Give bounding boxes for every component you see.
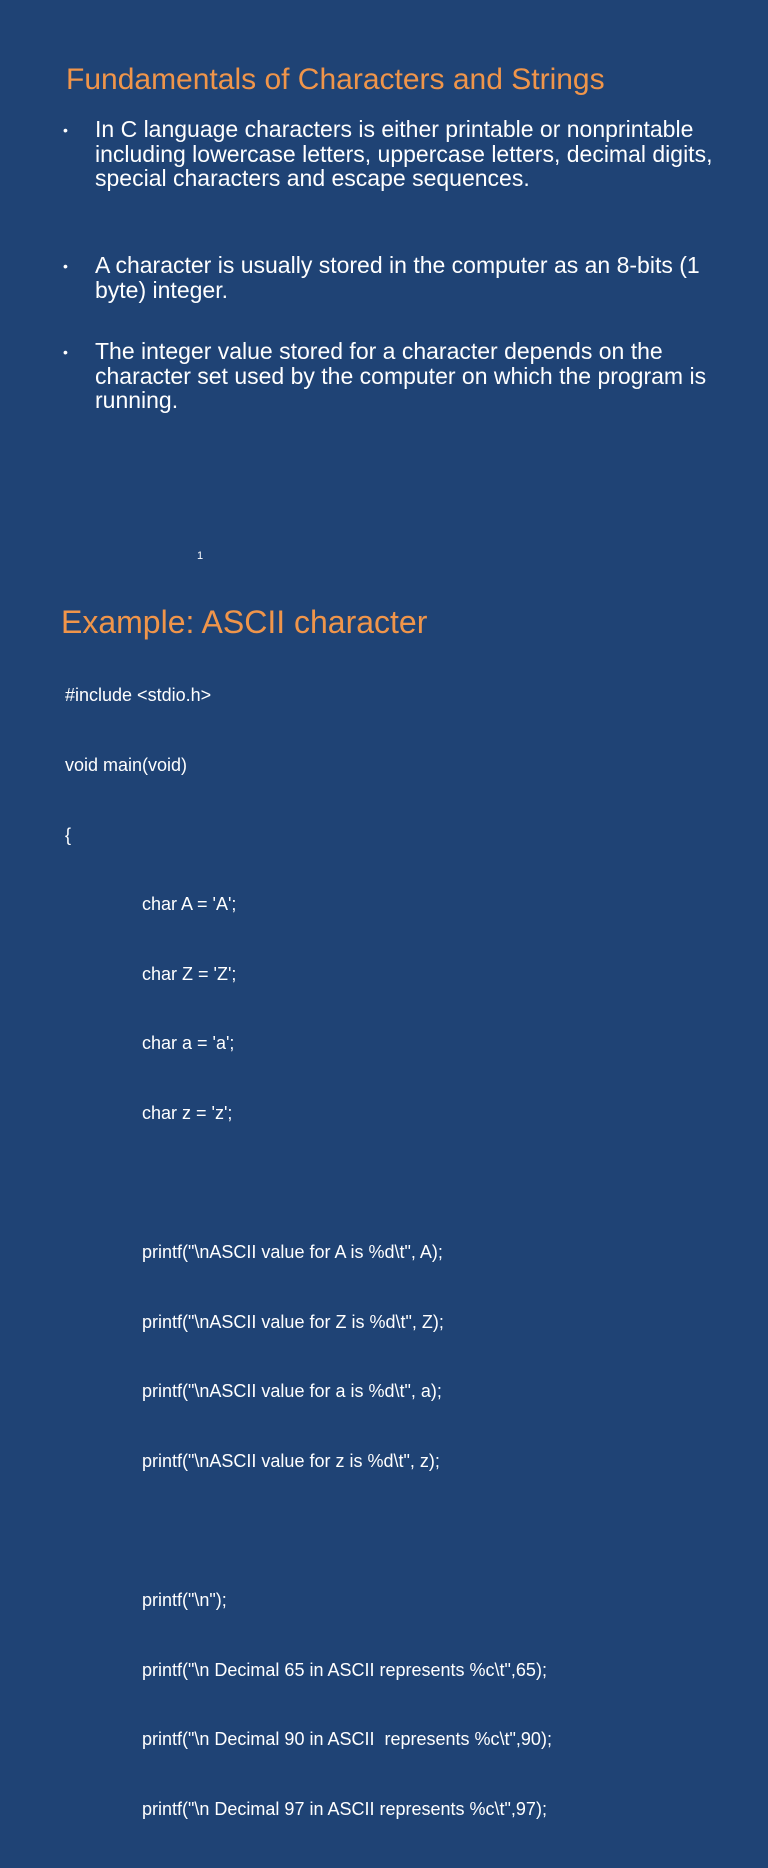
code-line: #include <stdio.h> <box>65 685 212 706</box>
bullet-icon: • <box>63 122 68 138</box>
code-line: char A = 'A'; <box>142 894 237 915</box>
bullet-item <box>63 116 735 191</box>
bullet-icon: • <box>63 344 68 360</box>
code-line: void main(void) <box>65 755 188 775</box>
code-line: printf("\n Decimal 97 in ASCII represents %c\t",97); <box>142 1798 547 1819</box>
slide-title: Example: ASCII character <box>61 604 428 640</box>
slide-title: Fundamentals of Characters and Strings <box>66 63 605 96</box>
code-line: printf("\nASCII value for a is %d\t", a); <box>142 1381 442 1402</box>
slide-ascii-example <box>0 590 768 1819</box>
code-line: char z = 'z'; <box>142 1102 233 1123</box>
bullet-item <box>63 252 735 303</box>
bullet-text: The integer value stored for a character depends on the character set used by the computer on which the program is running. <box>95 338 707 413</box>
code-line: printf("\nASCII value for A is %d\t", A); <box>142 1242 443 1263</box>
code-line-blank <box>65 1520 552 1543</box>
code-line: printf("\n Decimal 65 in ASCII represents %c\t",65); <box>142 1659 547 1680</box>
slide-fundamentals <box>0 0 768 590</box>
code-line: printf("\nASCII value for Z is %d\t", Z); <box>142 1311 444 1332</box>
bullet-text: In C language characters is either printable or nonprintable including lowercase letters, uppercase letters, decimal digits, special characters and escape sequences. <box>95 116 713 191</box>
code-block <box>65 638 552 1868</box>
bullet-item <box>63 338 735 413</box>
bullet-text: A character is usually stored in the computer as an 8-bits (1 byte) integer. <box>95 252 700 303</box>
code-line: { <box>65 824 72 845</box>
code-line: char Z = 'Z'; <box>142 963 237 984</box>
bullet-icon: • <box>63 258 68 274</box>
page-number: 1 <box>197 550 204 562</box>
code-line: printf("\nASCII value for z is %d\t", z); <box>142 1450 440 1471</box>
code-line: char a = 'a'; <box>142 1033 235 1054</box>
code-line: printf("\n"); <box>142 1590 227 1611</box>
code-line-blank <box>65 1172 552 1195</box>
code-line: printf("\n Decimal 90 in ASCII represents %c\t",90); <box>142 1729 552 1750</box>
